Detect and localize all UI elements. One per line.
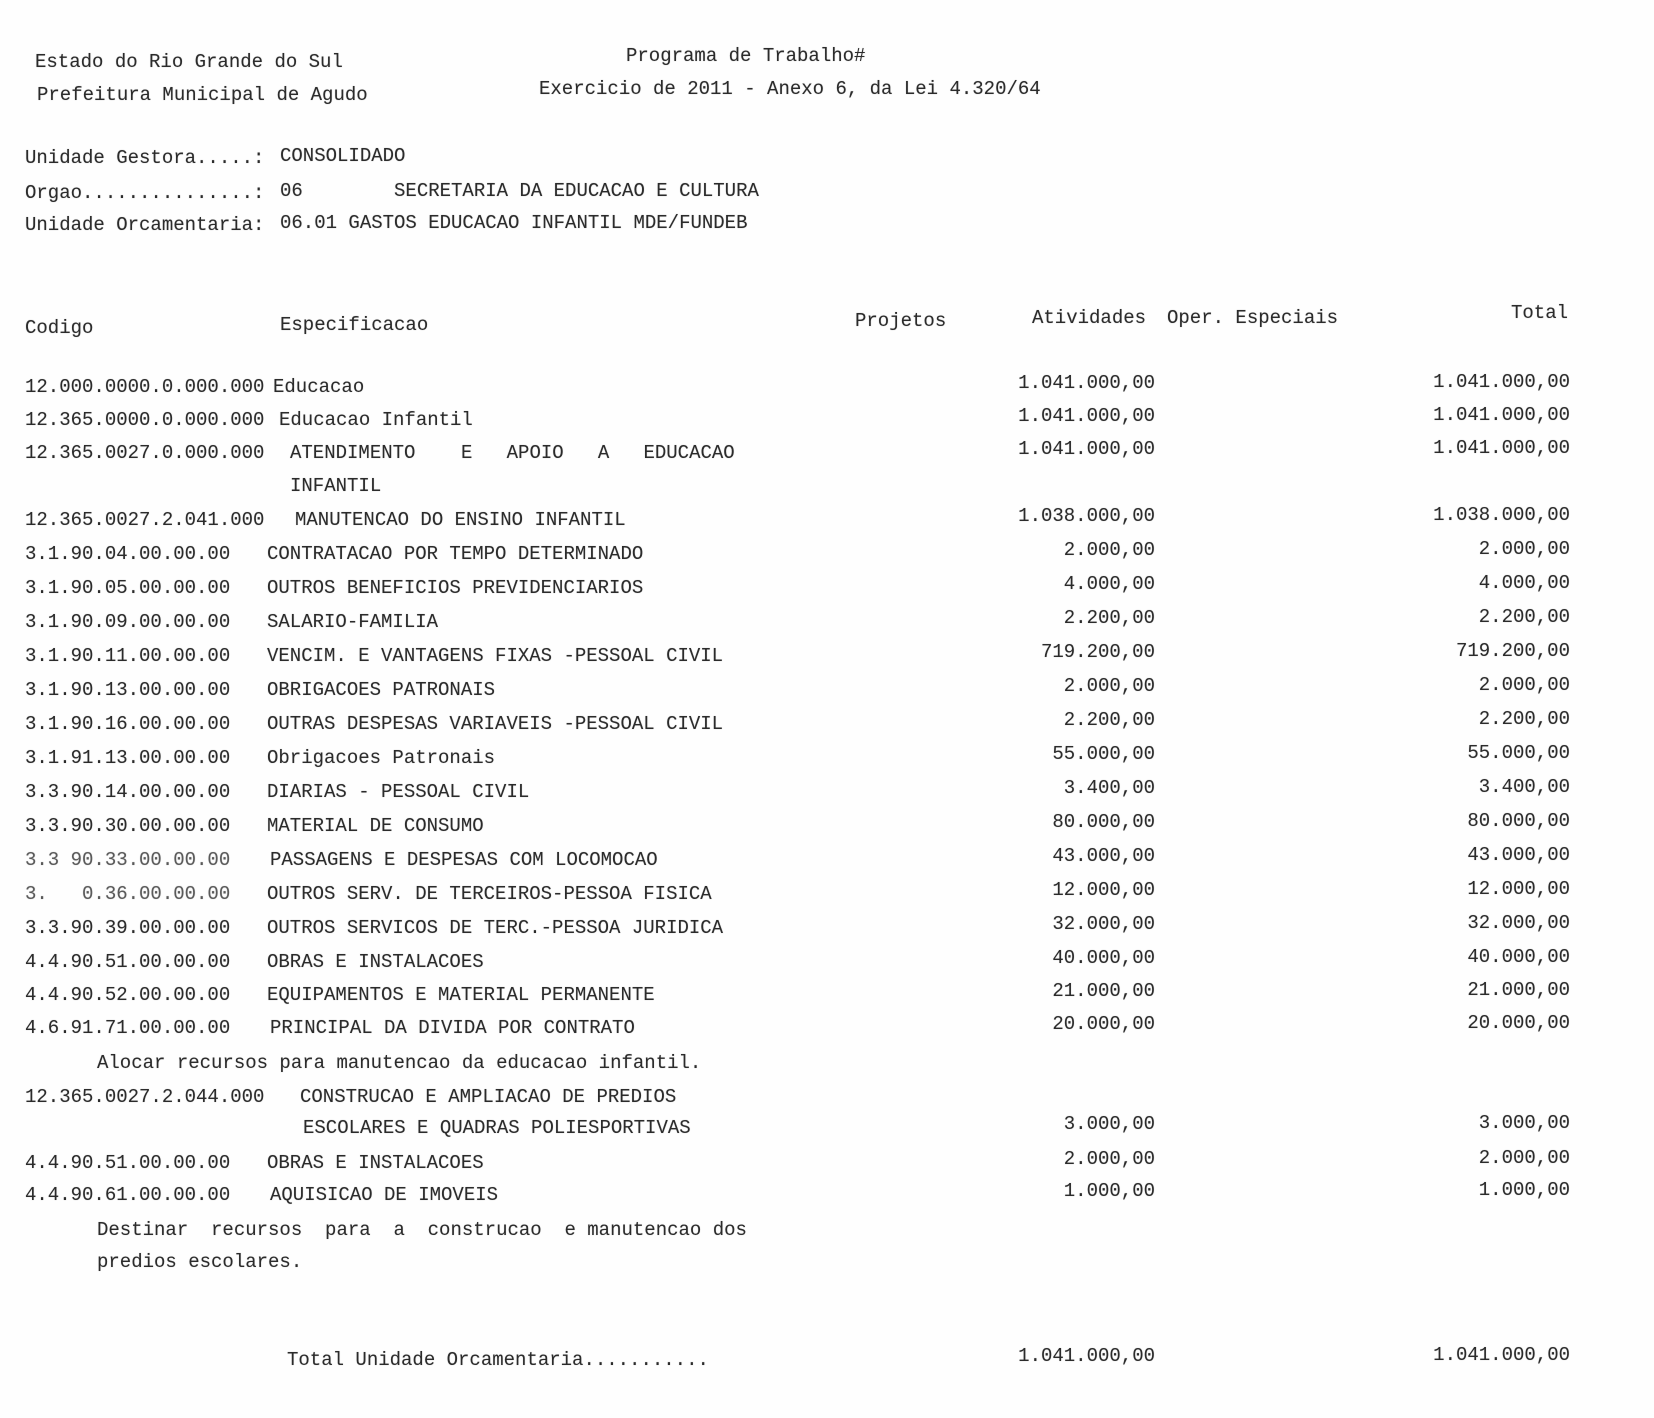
row-total-value: 3.400,00 <box>1478 776 1570 798</box>
table-row <box>0 476 1654 502</box>
note-row <box>0 1053 1654 1079</box>
row-total-value: 43.000,00 <box>1467 844 1570 866</box>
row-total-value: 1.038.000,00 <box>1433 504 1570 526</box>
row-especificacao: CONTRATACAO POR TEMPO DETERMINADO <box>267 543 644 565</box>
row-code: 3.1.90.16.00.00.00 <box>25 713 231 735</box>
row-atividades-value: 2.000,00 <box>1063 539 1155 561</box>
column-header-oper-especiais: Oper. Especiais <box>1167 307 1339 329</box>
row-code: 3.3.90.39.00.00.00 <box>25 917 231 939</box>
row-especificacao: PRINCIPAL DA DIVIDA POR CONTRATO <box>270 1017 635 1039</box>
table-row <box>0 912 1654 944</box>
table-row <box>0 946 1654 978</box>
row-code: 4.4.90.52.00.00.00 <box>25 984 231 1006</box>
row-especificacao: PASSAGENS E DESPESAS COM LOCOMOCAO <box>270 849 658 871</box>
row-total-value: 719.200,00 <box>1455 640 1570 662</box>
row-atividades-value: 12.000,00 <box>1052 879 1155 901</box>
row-total-value: 3.000,00 <box>1478 1112 1570 1134</box>
row-especificacao: OBRAS E INSTALACOES <box>267 1152 484 1174</box>
row-total-value: 55.000,00 <box>1467 742 1570 764</box>
row-code: 3.1.90.13.00.00.00 <box>25 679 231 701</box>
table-row <box>0 1087 1654 1113</box>
row-especificacao: CONSTRUCAO E AMPLIACAO DE PREDIOS <box>300 1086 677 1108</box>
table-row <box>0 404 1654 436</box>
row-total-value: 1.000,00 <box>1478 1179 1570 1201</box>
table-row <box>0 844 1654 876</box>
table-row <box>0 437 1654 469</box>
row-code: 3.3.90.30.00.00.00 <box>25 815 231 837</box>
orgao-value: 06 SECRETARIA DA EDUCACAO E CULTURA <box>280 180 759 202</box>
row-especificacao: OUTRAS DESPESAS VARIAVEIS -PESSOAL CIVIL <box>267 713 724 735</box>
row-especificacao: ATENDIMENTO E APOIO A EDUCACAO <box>290 442 735 464</box>
row-total-value: 1.041.000,00 <box>1433 404 1570 426</box>
table-row <box>0 776 1654 808</box>
row-code: 3.1.91.13.00.00.00 <box>25 747 231 769</box>
report-subtitle: Exercicio de 2011 - Anexo 6, da Lei 4.320/64 <box>539 78 1041 100</box>
row-code: 3.1.90.05.00.00.00 <box>25 577 231 599</box>
row-especificacao: Educacao Infantil <box>279 409 473 431</box>
table-row <box>0 1179 1654 1211</box>
row-especificacao: Obrigacoes Patronais <box>267 747 496 769</box>
row-atividades-value: 719.200,00 <box>1040 641 1155 663</box>
note-row <box>0 1252 1654 1278</box>
row-especificacao: OBRIGACOES PATRONAIS <box>267 679 496 701</box>
row-total-value: 1.041.000,00 <box>1433 437 1570 459</box>
row-especificacao: MATERIAL DE CONSUMO <box>267 815 484 837</box>
row-code: 4.6.91.71.00.00.00 <box>25 1017 231 1039</box>
row-especificacao: AQUISICAO DE IMOVEIS <box>270 1184 499 1206</box>
report-title: Programa de Trabalho# <box>626 45 866 67</box>
row-code: 3.3.90.14.00.00.00 <box>25 781 231 803</box>
row-total-value: 2.200,00 <box>1478 708 1570 730</box>
row-total-value: 2.000,00 <box>1478 538 1570 560</box>
unidade-gestora-label: Unidade Gestora.....: <box>25 147 265 169</box>
row-especificacao: EQUIPAMENTOS E MATERIAL PERMANENTE <box>267 984 655 1006</box>
row-especificacao: OBRAS E INSTALACOES <box>267 951 484 973</box>
table-row <box>0 1012 1654 1044</box>
table-row <box>0 606 1654 638</box>
row-total-value: 80.000,00 <box>1467 810 1570 832</box>
total-row <box>0 1344 1654 1376</box>
row-atividades-value: 1.000,00 <box>1063 1180 1155 1202</box>
row-code: 3.1.90.09.00.00.00 <box>25 611 231 633</box>
row-code: 3.1.90.11.00.00.00 <box>25 645 231 667</box>
row-atividades-value: 1.041.000,00 <box>1018 438 1155 460</box>
org-municipality-line: Prefeitura Municipal de Agudo <box>37 84 368 106</box>
row-total-value: 1.041.000,00 <box>1433 371 1570 393</box>
row-atividades-value: 2.200,00 <box>1063 709 1155 731</box>
row-total-value: 4.000,00 <box>1478 572 1570 594</box>
unidade-orcamentaria-value: 06.01 GASTOS EDUCACAO INFANTIL MDE/FUNDEB <box>280 212 748 234</box>
table-row <box>0 810 1654 842</box>
row-total-value: 32.000,00 <box>1467 912 1570 934</box>
table-row <box>0 1112 1654 1144</box>
row-especificacao: INFANTIL <box>290 475 382 497</box>
row-total-value: 20.000,00 <box>1467 1012 1570 1034</box>
row-atividades-value: 1.038.000,00 <box>1018 505 1155 527</box>
row-atividades-value: 55.000,00 <box>1052 743 1155 765</box>
row-total-value: 2.000,00 <box>1478 674 1570 696</box>
column-header-atividades: Atividades <box>1032 307 1147 329</box>
table-row <box>0 1147 1654 1179</box>
row-atividades-value: 1.041.000,00 <box>1018 405 1155 427</box>
row-especificacao: ESCOLARES E QUADRAS POLIESPORTIVAS <box>303 1117 691 1139</box>
row-especificacao: OUTROS BENEFICIOS PREVIDENCIARIOS <box>267 577 644 599</box>
column-header-especificacao: Especificacao <box>280 314 429 336</box>
note-text: Alocar recursos para manutencao da educacao infantil. <box>97 1052 702 1074</box>
row-atividades-value: 80.000,00 <box>1052 811 1155 833</box>
row-code: 3.1.90.04.00.00.00 <box>25 543 231 565</box>
table-row <box>0 538 1654 570</box>
table-row <box>0 572 1654 604</box>
row-code: 4.4.90.51.00.00.00 <box>25 1152 231 1174</box>
row-atividades-value: 32.000,00 <box>1052 913 1155 935</box>
table-row <box>0 504 1654 536</box>
table-row <box>0 708 1654 740</box>
column-header-total: Total <box>1511 302 1569 324</box>
row-code: 4.4.90.51.00.00.00 <box>25 951 231 973</box>
row-atividades-value: 4.000,00 <box>1063 573 1155 595</box>
row-atividades-value: 2.200,00 <box>1063 607 1155 629</box>
row-total-value: 12.000,00 <box>1467 878 1570 900</box>
unidade-gestora-value: CONSOLIDADO <box>280 145 406 167</box>
table-row <box>0 979 1654 1011</box>
note-text: predios escolares. <box>97 1251 303 1273</box>
row-atividades-value: 3.400,00 <box>1063 777 1155 799</box>
table-row <box>0 742 1654 774</box>
row-especificacao: OUTROS SERVICOS DE TERC.-PESSOA JURIDICA <box>267 917 724 939</box>
row-total-value: 21.000,00 <box>1467 979 1570 1001</box>
row-atividades-value: 2.000,00 <box>1063 1148 1155 1170</box>
row-total-value: 2.000,00 <box>1478 1147 1570 1169</box>
row-especificacao: MANUTENCAO DO ENSINO INFANTIL <box>295 509 626 531</box>
row-code: 12.365.0027.0.000.000 <box>25 442 265 464</box>
total-unidade-label: Total Unidade Orcamentaria........... <box>287 1349 709 1371</box>
unidade-orcamentaria-label: Unidade Orcamentaria: <box>25 214 265 236</box>
row-total-value: 2.200,00 <box>1478 606 1570 628</box>
row-especificacao: DIARIAS - PESSOAL CIVIL <box>267 781 530 803</box>
total-total-value: 1.041.000,00 <box>1433 1344 1570 1366</box>
row-especificacao: SALARIO-FAMILIA <box>267 611 439 633</box>
row-atividades-value: 1.041.000,00 <box>1018 372 1155 394</box>
row-especificacao: VENCIM. E VANTAGENS FIXAS -PESSOAL CIVIL <box>267 645 724 667</box>
row-atividades-value: 21.000,00 <box>1052 980 1155 1002</box>
table-row <box>0 371 1654 403</box>
row-atividades-value: 2.000,00 <box>1063 675 1155 697</box>
row-code: 12.365.0027.2.044.000 <box>25 1086 265 1108</box>
row-atividades-value: 40.000,00 <box>1052 947 1155 969</box>
orgao-label: Orgao...............: <box>25 182 265 204</box>
column-header-projetos: Projetos <box>855 310 947 332</box>
table-row <box>0 674 1654 706</box>
org-state-line: Estado do Rio Grande do Sul <box>35 51 343 73</box>
row-especificacao: OUTROS SERV. DE TERCEIROS-PESSOA FISICA <box>267 883 712 905</box>
total-atividades-value: 1.041.000,00 <box>1018 1345 1155 1367</box>
row-code: 12.000.0000.0.000.000 <box>25 376 265 398</box>
note-text: Destinar recursos para a construcao e manutencao dos <box>97 1219 747 1241</box>
row-total-value: 40.000,00 <box>1467 946 1570 968</box>
row-code: 3.3 90.33.00.00.00 <box>25 849 231 871</box>
row-code: 4.4.90.61.00.00.00 <box>25 1184 231 1206</box>
row-code: 12.365.0000.0.000.000 <box>25 409 265 431</box>
table-row <box>0 878 1654 910</box>
note-row <box>0 1220 1654 1246</box>
column-header-codigo: Codigo <box>25 317 94 339</box>
row-atividades-value: 43.000,00 <box>1052 845 1155 867</box>
row-atividades-value: 20.000,00 <box>1052 1013 1155 1035</box>
row-atividades-value: 3.000,00 <box>1063 1113 1155 1135</box>
row-code: 12.365.0027.2.041.000 <box>25 509 265 531</box>
row-especificacao: Educacao <box>273 376 365 398</box>
row-code: 3. 0.36.00.00.00 <box>25 883 231 905</box>
table-row <box>0 640 1654 672</box>
